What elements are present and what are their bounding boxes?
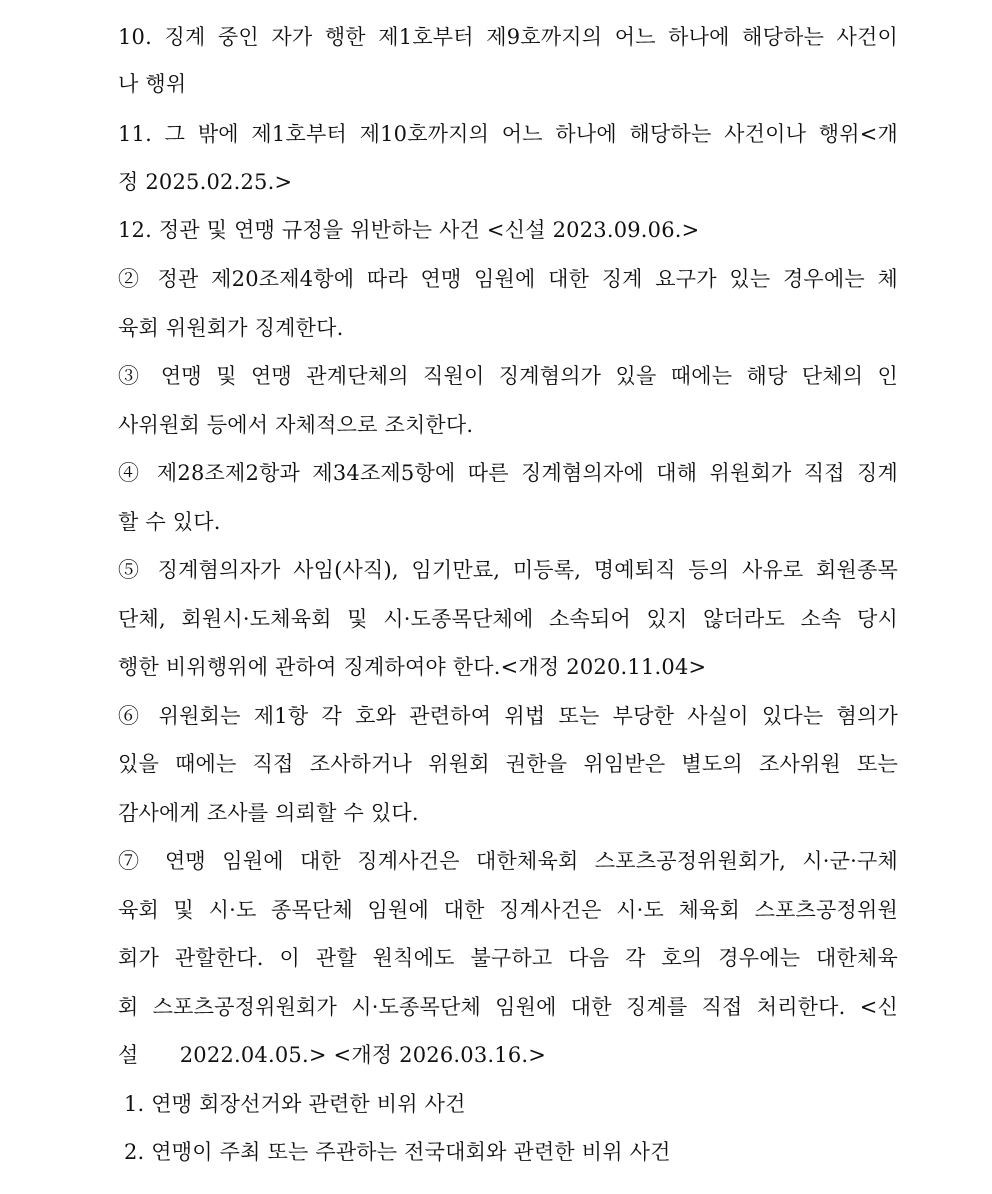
item-11-line-1: 11. 그 밖에 제1호부터 제10호까지의 어느 하나에 해당하는 사건이나 행위<개 <box>118 122 898 146</box>
paragraph-6-line-3: 감사에게 조사를 의뢰할 수 있다. <box>118 801 419 825</box>
paragraph-5-line-2: 단체, 회원시·도체육회 및 시·도종목단체에 소속되어 있지 않더라도 소속 당시 <box>118 607 898 631</box>
paragraph-3-line-1: ③ 연맹 및 연맹 관계단체의 직원이 징계혐의가 있을 때에는 해당 단체의 인 <box>118 364 898 388</box>
paragraph-2-line-1: ② 정관 제20조제4항에 따라 연맹 임원에 대한 징계 요구가 있는 경우에는 체 <box>118 267 898 291</box>
item-10-line-2: 나 행위 <box>118 72 187 96</box>
paragraph-7-line-3: 회가 관할한다. 이 관할 원칙에도 불구하고 다음 각 호의 경우에는 대한체육 <box>118 946 898 970</box>
paragraph-4-line-1: ④ 제28조제2항과 제34조제5항에 따른 징계혐의자에 대해 위원회가 직접 징계 <box>118 461 898 485</box>
paragraph-5-line-1: ⑤ 징계혐의자가 사임(사직), 임기만료, 미등록, 명예퇴직 등의 사유로 회원종목 <box>118 558 898 582</box>
paragraph-5-line-3: 행한 비위행위에 관하여 징계하여야 한다.<개정 2020.11.04> <box>118 655 707 679</box>
paragraph-6-line-2: 있을 때에는 직접 조사하거나 위원회 권한을 위임받은 별도의 조사위원 또는 <box>118 752 898 776</box>
sub-item-1: 1. 연맹 회장선거와 관련한 비위 사건 <box>124 1092 466 1116</box>
paragraph-2-line-2: 육회 위원회가 징계한다. <box>118 316 344 340</box>
paragraph-7-line-4: 회 스포츠공정위원회가 시·도종목단체 임원에 대한 징계를 직접 처리한다. <신 <box>118 995 898 1019</box>
item-11-line-2: 정 2025.02.25.> <box>118 170 293 194</box>
paragraph-7-line-2: 육회 및 시·도 종목단체 임원에 대한 징계사건은 시·도 체육회 스포츠공정위원 <box>118 898 898 922</box>
paragraph-7-line-5: 설 2022.04.05.> <개정 2026.03.16.> <box>118 1043 547 1067</box>
item-10-line-1: 10. 징계 중인 자가 행한 제1호부터 제9호까지의 어느 하나에 해당하는 사건이 <box>118 25 898 49</box>
paragraph-3-line-2: 사위원회 등에서 자체적으로 조치한다. <box>118 413 474 437</box>
item-12: 12. 정관 및 연맹 규정을 위반하는 사건 <신설 2023.09.06.> <box>118 218 700 242</box>
sub-item-2: 2. 연맹이 주최 또는 주관하는 전국대회와 관련한 비위 사건 <box>124 1140 671 1164</box>
paragraph-6-line-1: ⑥ 위원회는 제1항 각 호와 관련하여 위법 또는 부당한 사실이 있다는 혐의가 <box>118 704 898 728</box>
paragraph-7-line-1: ⑦ 연맹 임원에 대한 징계사건은 대한체육회 스포츠공정위원회가, 시·군·구체 <box>118 849 898 873</box>
paragraph-4-line-2: 할 수 있다. <box>118 510 221 534</box>
